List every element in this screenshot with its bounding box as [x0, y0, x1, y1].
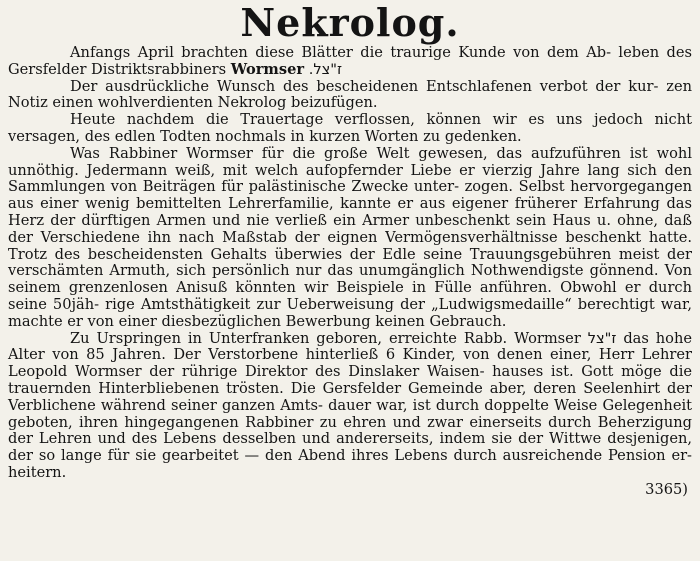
paragraph-4-text: Was Rabbiner Wormser für die große Welt gewesen, das aufzuführen ist wohl unnöthig. Jedermann weiß, mit welch aufopfernder Liebe er vierzig Jahre lang sich den Sammlungen von Beiträgen für palästinische Zwecke unter- zogen. Selbst hervorgegangen aus einer wenig bemittelten Lehrerfamilie, kannte er aus eigener früherer Erfahrung das Herz der dürftigen Armen und nie verließ ein Armer unbeschenkt sein Haus u. ohne, daß der Verschiedene ihn nach Maßstab der eignen Vermögensverhältnisse beschenkt hatte. Trotz des bescheidensten Gehalts überwies der Edle seine Trauungsgebühren meist der verschämten Armuth, sich persönlich nur das unumgänglich Nothwendigste gönnend. Von seinem grenzenlosen Anisuß könnten wir Beispiele in Fülle anführen. Obwohl er durch seine 50jäh- rige Amtsthätigkeit zur Ueberweisung der „Ludwigsmedaille“ berechtigt war, machte er von einer diesbezüglichen Bewerbung keinen Gebrauch.	[8, 144, 692, 330]
paragraph-5	[8, 331, 692, 482]
paragraph-3-text: Heute nachdem die Trauertage verflossen, können wir es uns jedoch nicht versagen, des edlen Todten nochmals in kurzen Worten zu gedenken.	[8, 111, 692, 145]
ad-code: 3365)	[645, 480, 688, 498]
paragraph-4	[8, 146, 692, 331]
paragraph-2	[8, 79, 692, 113]
rabbi-name: Wormser	[230, 60, 305, 78]
hebrew-abbreviation: ז"צל.	[308, 60, 343, 78]
paragraph-1-text: Anfangs April brachten diese Blätter die traurige Kunde von dem Ab- leben des Gersfelder Distriktsrabbiners	[8, 44, 692, 78]
paragraph-5-lead: Zu Urspringen in Unterfranken geboren, erreichte Rabb. Wormser	[70, 329, 581, 347]
paragraph-3	[8, 112, 692, 146]
hebrew-abbreviation-2: ז"צל	[587, 329, 617, 347]
article-title: Nekrolog.	[240, 0, 460, 45]
paragraph-1	[8, 45, 692, 79]
paragraph-2-text: Der ausdrückliche Wunsch des bescheidenen Entschlafenen verbot der kur- zen Notiz einen wohlverdienten Nekrolog beizufügen.	[8, 77, 692, 112]
paragraph-5-text: das hohe Alter von 85 Jahren. Der Verstorbene hinterließ 6 Kinder, von denen einer, Herr Lehrer Leopold Wormser der rührige Direktor des Dinslaker Waisen- hauses ist. Gott möge die trauernden Hinterbliebenen trösten. Die Gersfelder Gemeinde aber, deren Seelenhirt der Verblichene während seiner ganzen Amts- dauer war, ist durch doppelte Weise Gelegenheit geboten, ihren hingegangenen Rabbiner zu ehren und zwar einerseits durch Beherzigung der Lehren und des Lebens desselben und andererseits, indem sie der Wittwe desjenigen, der so lange für sie gearbeitet — den Abend ihres Lebens durch ausreichende Pension er- heitern.	[8, 329, 692, 481]
